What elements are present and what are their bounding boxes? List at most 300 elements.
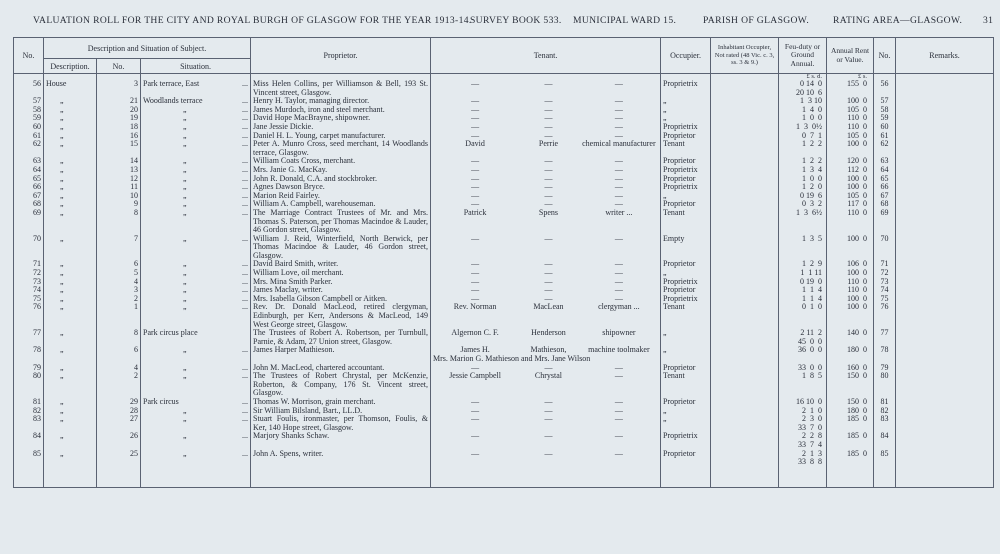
occupier: „: [661, 415, 711, 432]
tenant: [431, 209, 661, 235]
occupier: „: [661, 329, 711, 346]
entry-number-right: 83: [874, 415, 896, 432]
table-row: [14, 364, 994, 373]
feu-duty: [779, 175, 827, 184]
table-row: [14, 398, 994, 407]
tenant: [431, 415, 661, 432]
annual-rent: 100 0: [827, 140, 874, 157]
tenant: [431, 183, 661, 192]
col-tenant: Tenant.: [431, 38, 661, 74]
remarks: [896, 132, 994, 141]
tenant-first-name: —: [471, 363, 480, 372]
feu-duty-amount: 1 1 11: [800, 269, 823, 278]
remarks: [896, 407, 994, 416]
entry-number: 57: [14, 97, 44, 106]
remarks: [896, 372, 994, 398]
entry-number: 79: [14, 364, 44, 373]
situation: [141, 415, 251, 432]
description: „: [44, 235, 97, 261]
entry-number-right: 82: [874, 407, 896, 416]
proprietor: William Love, oil merchant.: [251, 269, 431, 278]
tenant-first-name: David: [465, 140, 485, 149]
tenant: [431, 192, 661, 201]
situation: [141, 114, 251, 123]
leader-dots: ...: [242, 303, 249, 312]
situation-text: „: [183, 406, 187, 415]
inhabitant-occupier: [711, 415, 779, 432]
feu-duty: [779, 450, 827, 467]
feu-duty-amount: 1 2 9: [802, 260, 823, 269]
table-row: [14, 415, 994, 432]
tenant-occupation: —: [614, 165, 623, 174]
proprietor: Daniel H. L. Young, carpet manufacturer.: [251, 132, 431, 141]
house-number: 13: [97, 166, 141, 175]
situation: [141, 329, 251, 346]
occupier: „: [661, 97, 711, 106]
col-inhabitant: Inhabitant Occupier, Not rated (48 Vic. c. 3, ss. 3 & 9.): [711, 38, 779, 74]
situation-text: „: [183, 294, 187, 303]
house-number: 9: [97, 200, 141, 209]
leader-dots: ...: [242, 277, 249, 286]
annual-rent: 160 0: [827, 364, 874, 373]
feu-duty: [779, 114, 827, 123]
feu-duty: [779, 432, 827, 449]
remarks: [896, 235, 994, 261]
description: „: [44, 132, 97, 141]
situation: [141, 346, 251, 363]
entry-number: 59: [14, 114, 44, 123]
tenant-first-name: —: [471, 122, 480, 131]
situation-text: „: [183, 122, 187, 131]
tenant-surname: —: [544, 260, 553, 269]
inhabitant-occupier: [711, 295, 779, 304]
occupier: Tenant: [661, 303, 711, 329]
occupier: Proprietor: [661, 286, 711, 295]
remarks: [896, 260, 994, 269]
proprietor: William J. Reid, Winterfield, North Berwick, per Thomas Macindoe & Lauder, 46 Gordon street, Glasgow.: [251, 235, 431, 261]
situation: [141, 166, 251, 175]
tenant-first-name: —: [471, 165, 480, 174]
entry-number: 77: [14, 329, 44, 346]
tenant-occupation: writer ...: [605, 208, 633, 217]
tenant: [431, 295, 661, 304]
tenant-occupation: —: [614, 286, 623, 295]
annual-rent: 150 0: [827, 372, 874, 398]
tenant-surname: —: [544, 234, 553, 243]
tenant-first-name: —: [471, 157, 480, 166]
tenant-surname: —: [544, 406, 553, 415]
annual-rent: 140 0: [827, 329, 874, 346]
proprietor: John M. MacLeod, chartered accountant.: [251, 364, 431, 373]
description: „: [44, 407, 97, 416]
proprietor: Peter A. Munro Cross, seed merchant, 14 Woodlands terrace, Glasgow.: [251, 140, 431, 157]
tenant-occupation: —: [614, 277, 623, 286]
entry-number-right: 71: [874, 260, 896, 269]
tenant-occupation: —: [614, 114, 623, 123]
tenant-first-name: —: [471, 406, 480, 415]
tenant-surname: —: [544, 415, 553, 424]
occupier: Proprietor: [661, 175, 711, 184]
inhabitant-occupier: [711, 346, 779, 363]
tenant-surname: MacLean: [533, 303, 564, 312]
tenant-first-name: —: [471, 277, 480, 286]
feu-duty: [779, 140, 827, 157]
tenant-surname: —: [544, 157, 553, 166]
tenant-occupation: —: [614, 122, 623, 131]
tenant: [431, 286, 661, 295]
remarks: [896, 157, 994, 166]
annual-rent: 180 0: [827, 346, 874, 363]
table-row: [14, 235, 994, 261]
tenant-first-name: James H.: [460, 346, 490, 355]
tenant-occupation: —: [614, 80, 623, 88]
tenant-surname: —: [544, 286, 553, 295]
tenant-first-name: —: [471, 260, 480, 269]
situation-text: „: [183, 174, 187, 183]
proprietor: David Hope MacBrayne, shipowner.: [251, 114, 431, 123]
table-row: [14, 346, 994, 363]
proprietor: Marjory Shanks Schaw.: [251, 432, 431, 449]
house-number: 11: [97, 183, 141, 192]
situation-text: Park circus place: [143, 329, 198, 338]
table-row: [14, 123, 994, 132]
entry-number-right: 80: [874, 372, 896, 398]
inhabitant-occupier: [711, 364, 779, 373]
entry-number: 67: [14, 192, 44, 201]
remarks: [896, 432, 994, 449]
house-number: 7: [97, 235, 141, 261]
occupier: „: [661, 192, 711, 201]
table-row: [14, 114, 994, 123]
feu-duty: [779, 183, 827, 192]
tenant-occupation: chemical manufacturer: [582, 140, 656, 149]
house-number: 25: [97, 450, 141, 467]
occupier: Proprietor: [661, 132, 711, 141]
inhabitant-occupier: [711, 329, 779, 346]
entry-number-right: 63: [874, 157, 896, 166]
inhabitant-occupier: [711, 372, 779, 398]
entry-number-right: 58: [874, 106, 896, 115]
feu-duty: [779, 235, 827, 261]
tenant: [431, 269, 661, 278]
description: „: [44, 415, 97, 432]
feu-duty-amount: 1 3 5: [802, 234, 823, 243]
proprietor: David Baird Smith, writer.: [251, 260, 431, 269]
tenant: [431, 97, 661, 106]
house-number: 14: [97, 157, 141, 166]
tenant: [431, 175, 661, 184]
remarks: [896, 80, 994, 97]
house-number: 6: [97, 346, 141, 363]
tenant-surname: —: [544, 80, 553, 88]
feu-duty-amount: 45 0 0: [798, 336, 823, 346]
feu-duty: [779, 303, 827, 329]
table-row: [14, 200, 994, 209]
tenant: [431, 123, 661, 132]
description: „: [44, 140, 97, 157]
house-number: 10: [97, 192, 141, 201]
tenant-occupation: —: [614, 269, 623, 278]
tenant-first-name: Jessie Campbell: [449, 372, 501, 381]
inhabitant-occupier: [711, 175, 779, 184]
situation-text: „: [183, 415, 187, 424]
occupier: Proprietor: [661, 200, 711, 209]
situation: [141, 295, 251, 304]
feu-duty: [779, 166, 827, 175]
tenant-surname: —: [544, 105, 553, 114]
entry-number-right: 61: [874, 132, 896, 141]
tenant-occupation: —: [614, 234, 623, 243]
inhabitant-occupier: [711, 398, 779, 407]
entry-number: 72: [14, 269, 44, 278]
occupier: „: [661, 114, 711, 123]
feu-duty: [779, 157, 827, 166]
proprietor: John R. Donald, C.A. and stockbroker.: [251, 175, 431, 184]
entry-number: 63: [14, 157, 44, 166]
proprietor: John A. Spens, writer.: [251, 450, 431, 467]
occupier: Proprietor: [661, 450, 711, 467]
situation: [141, 80, 251, 97]
occupier: Tenant: [661, 209, 711, 235]
leader-dots: ...: [242, 131, 249, 140]
house-number: 8: [97, 209, 141, 235]
annual-rent: 110 0: [827, 123, 874, 132]
tenant-first-name: Patrick: [463, 208, 487, 217]
tenant-surname: —: [544, 131, 553, 140]
tenant: [431, 303, 661, 329]
feu-duty: [779, 295, 827, 304]
annual-rent: 180 0: [827, 407, 874, 416]
description: „: [44, 295, 97, 304]
annual-rent: 112 0: [827, 166, 874, 175]
leader-dots: ...: [242, 174, 249, 183]
leader-dots: ...: [242, 432, 249, 441]
situation-text: Park circus: [143, 397, 179, 406]
description: „: [44, 200, 97, 209]
tenant: [431, 364, 661, 373]
situation: [141, 175, 251, 184]
tenant: [431, 106, 661, 115]
remarks: [896, 209, 994, 235]
situation-text: „: [183, 165, 187, 174]
feu-duty-amount: 1 3 10: [800, 97, 823, 106]
entry-number-right: 66: [874, 183, 896, 192]
annual-rent: 100 0: [827, 295, 874, 304]
col-occupier: Occupier.: [661, 38, 711, 74]
leader-dots: ...: [242, 234, 249, 243]
description: „: [44, 286, 97, 295]
house-number: 15: [97, 140, 141, 157]
tenant-additional: Mrs. Marion G. Mathieson and Mrs. Jane Wilson: [433, 354, 591, 363]
remarks: [896, 175, 994, 184]
survey-book: SURVEY BOOK 533.: [470, 15, 562, 26]
entry-number: 66: [14, 183, 44, 192]
proprietor: William A. Campbell, warehouseman.: [251, 200, 431, 209]
situation-text: „: [183, 260, 187, 269]
feu-duty-amount: 33 0 0: [798, 363, 823, 372]
annual-rent: 100 0: [827, 175, 874, 184]
table-row: [14, 450, 994, 467]
annual-rent: 110 0: [827, 278, 874, 287]
col-situation: Situation.: [141, 59, 251, 74]
tenant-occupation: —: [614, 406, 623, 415]
situation-text: „: [183, 432, 187, 441]
leader-dots: ...: [242, 372, 249, 381]
proprietor: James Harper Mathieson.: [251, 346, 431, 363]
situation-text: „: [183, 140, 187, 149]
description: „: [44, 157, 97, 166]
col-no-right: No.: [874, 38, 896, 74]
description: „: [44, 432, 97, 449]
tenant-first-name: —: [471, 114, 480, 123]
feu-duty: [779, 269, 827, 278]
tenant-occupation: —: [614, 449, 623, 458]
entry-number-right: 68: [874, 200, 896, 209]
feu-duty: [779, 329, 827, 346]
occupier: Proprietor: [661, 398, 711, 407]
inhabitant-occupier: [711, 114, 779, 123]
remarks: [896, 97, 994, 106]
remarks: [896, 106, 994, 115]
situation: [141, 123, 251, 132]
entry-number-right: 84: [874, 432, 896, 449]
table-row: [14, 329, 994, 346]
col-annual-rent: Annual Rent or Value.: [827, 38, 874, 74]
occupier: „: [661, 106, 711, 115]
table-row: [14, 166, 994, 175]
feu-duty-amount: 2 3 0: [802, 415, 823, 424]
house-number: 28: [97, 407, 141, 416]
entry-number-right: 62: [874, 140, 896, 157]
annual-rent: 100 0: [827, 269, 874, 278]
tenant: [431, 407, 661, 416]
remarks: [896, 303, 994, 329]
situation-text: „: [183, 277, 187, 286]
inhabitant-occupier: [711, 132, 779, 141]
inhabitant-occupier: [711, 269, 779, 278]
annual-rent: 110 0: [827, 114, 874, 123]
house-number: 12: [97, 175, 141, 184]
feu-duty-amount: 33 7 4: [798, 439, 823, 449]
situation-text: „: [183, 363, 187, 372]
entry-number: 58: [14, 106, 44, 115]
situation-text: „: [183, 449, 187, 458]
entry-number: 82: [14, 407, 44, 416]
table-row: [14, 175, 994, 184]
tenant-first-name: —: [471, 234, 480, 243]
tenant: [431, 114, 661, 123]
tenant-surname: —: [544, 449, 553, 458]
description: „: [44, 398, 97, 407]
entry-number: 75: [14, 295, 44, 304]
situation: [141, 235, 251, 261]
description: „: [44, 97, 97, 106]
proprietor: Sir William Bilsland, Bart., LL.D.: [251, 407, 431, 416]
leader-dots: ...: [242, 406, 249, 415]
tenant-first-name: —: [471, 397, 480, 406]
entry-number-right: 70: [874, 235, 896, 261]
tenant-occupation: —: [614, 415, 623, 424]
entry-number-right: 74: [874, 286, 896, 295]
feu-duty-amount: 36 0 0: [798, 346, 823, 355]
entry-number: 80: [14, 372, 44, 398]
proprietor: The Marriage Contract Trustees of Mr. and Mrs. Thomas S. Paterson, per Thomas Macindoe & Lauder, 46 Gordon street, Glasgow.: [251, 209, 431, 235]
tenant-first-name: —: [471, 294, 480, 303]
feu-duty-amount: 1 3 4: [802, 165, 823, 174]
col-house-no: No.: [97, 59, 141, 74]
leader-dots: ...: [242, 294, 249, 303]
tenant: [431, 157, 661, 166]
col-description-group: Description and Situation of Subject.: [44, 38, 251, 59]
remarks: [896, 329, 994, 346]
tenant: [431, 432, 661, 449]
situation: [141, 269, 251, 278]
leader-dots: ...: [242, 286, 249, 295]
proprietor: Mrs. Janie G. MacKay.: [251, 166, 431, 175]
entry-number: 74: [14, 286, 44, 295]
feu-duty-amount: 1 0 0: [802, 114, 823, 123]
proprietor: William Coats Cross, merchant.: [251, 157, 431, 166]
remarks: [896, 192, 994, 201]
tenant-occupation: —: [614, 191, 623, 200]
occupier: Tenant: [661, 372, 711, 398]
situation: [141, 364, 251, 373]
leader-dots: ...: [242, 80, 249, 88]
tenant-occupation: —: [614, 372, 623, 381]
annual-rent: 105 0: [827, 192, 874, 201]
entry-number: 64: [14, 166, 44, 175]
house-number: 6: [97, 260, 141, 269]
feu-duty-amount: 0 7 1: [802, 131, 823, 140]
tenant-surname: —: [544, 114, 553, 123]
feu-duty-amount: 1 0 0: [802, 174, 823, 183]
description: „: [44, 329, 97, 346]
situation: [141, 200, 251, 209]
tenant-first-name: —: [471, 415, 480, 424]
feu-duty-amount: 0 19 6: [800, 191, 823, 200]
feu-duty-amount: 1 2 0: [802, 183, 823, 192]
occupier: Proprietrix: [661, 166, 711, 175]
remarks: [896, 398, 994, 407]
inhabitant-occupier: [711, 432, 779, 449]
occupier: Proprietrix: [661, 80, 711, 97]
annual-rent: 120 0: [827, 157, 874, 166]
situation: [141, 157, 251, 166]
tenant: [431, 235, 661, 261]
house-number: 8: [97, 329, 141, 346]
remarks: [896, 140, 994, 157]
house-number: 2: [97, 372, 141, 398]
description: „: [44, 303, 97, 329]
house-number: 3: [97, 286, 141, 295]
tenant-surname: Mathieson,: [530, 346, 567, 355]
feu-duty: [779, 209, 827, 235]
table-row: [14, 192, 994, 201]
occupier: Proprietor: [661, 260, 711, 269]
annual-rent: 106 0: [827, 260, 874, 269]
inhabitant-occupier: [711, 407, 779, 416]
inhabitant-occupier: [711, 209, 779, 235]
entry-number: 70: [14, 235, 44, 261]
occupier: Empty: [661, 235, 711, 261]
description: „: [44, 372, 97, 398]
leader-dots: ...: [242, 208, 249, 217]
remarks: [896, 364, 994, 373]
feu-duty: [779, 97, 827, 106]
table-row: [14, 269, 994, 278]
situation: [141, 303, 251, 329]
table-row: [14, 80, 994, 97]
